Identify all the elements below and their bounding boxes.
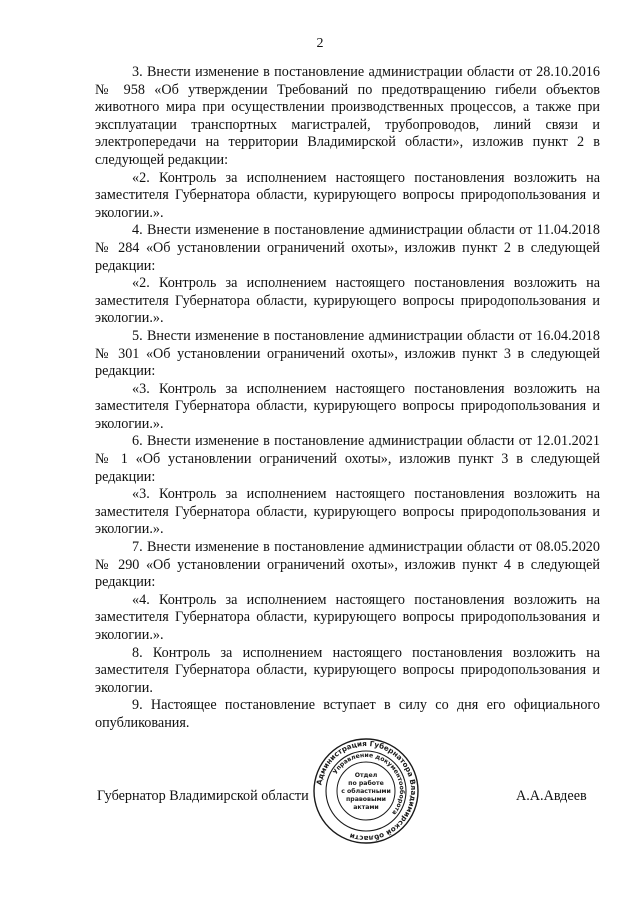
paragraph-4: 4. Внести изменение в постановление администрации области от 11.04.2018 № 284 «Об установлении ограничений охоты», изложив пункт 2 в следующей редакции: bbox=[95, 222, 600, 274]
signatory-position: Губернатор Владимирской области bbox=[97, 788, 309, 804]
stamp-center-line-4: правовыми bbox=[346, 796, 386, 803]
paragraph-6-quote: «3. Контроль за исполнением настоящего постановления возложить на заместителя Губернатора области, курирующего вопросы природопользования и экологии.». bbox=[95, 486, 600, 538]
stamp-center-line-1: Отдел bbox=[354, 772, 378, 779]
paragraph-3: 3. Внести изменение в постановление администрации области от 28.10.2016 № 958 «Об утверждении Требований по предотвращению гибели объектов животного мира при осуществлении производственных процессов, а также при эксплуатации транспортных магистралей, трубопроводов, линий связи и электропередачи на территории Владимирской области», изложив пункт 2 в следующей редакции: bbox=[95, 64, 600, 168]
paragraph-7-quote: «4. Контроль за исполнением настоящего постановления возложить на заместителя Губернатора области, курирующего вопросы природопользования и экологии.». bbox=[95, 591, 600, 643]
page-number: 2 bbox=[316, 36, 324, 51]
stamp-center-line-3: с областными bbox=[341, 788, 391, 795]
paragraph-6: 6. Внести изменение в постановление администрации области от 12.01.2021 № 1 «Об установлении ограничений охоты», изложив пункт 3 в следующей редакции: bbox=[95, 433, 600, 485]
paragraph-3-quote: «2. Контроль за исполнением настоящего постановления возложить на заместителя Губернатора области, курирующего вопросы природопользования и экологии.». bbox=[95, 169, 600, 221]
paragraph-5: 5. Внести изменение в постановление администрации области от 16.04.2018 № 301 «Об установлении ограничений охоты», изложив пункт 3 в следующей редакции: bbox=[95, 327, 600, 380]
paragraph-5-quote: «3. Контроль за исполнением настоящего постановления возложить на заместителя Губернатора области, курирующего вопросы природопользования и экологии.». bbox=[95, 380, 600, 432]
paragraph-8: 8. Контроль за исполнением настоящего постановления возложить на заместителя Губернатора области, курирующего вопросы природопользования и экологии. bbox=[95, 644, 600, 696]
paragraph-4-quote: «2. Контроль за исполнением настоящего постановления возложить на заместителя Губернатора области, курирующего вопросы природопользования и экологии.». bbox=[95, 275, 600, 327]
stamp-outer-text: Администрация Губернатора Владимирской области bbox=[314, 738, 419, 844]
paragraph-9: 9. Настоящее постановление вступает в силу со дня его официального опубликования. bbox=[95, 697, 600, 731]
stamp-center-line-5: актами bbox=[353, 804, 379, 811]
paragraph-7: 7. Внести изменение в постановление администрации области от 08.05.2020 № 290 «Об установлении ограничений охоты», изложив пункт 4 в следующей редакции: bbox=[95, 539, 600, 591]
stamp-center-line-2: по работе bbox=[348, 780, 384, 787]
stamp-ring-text: Управление документооборота bbox=[331, 751, 406, 817]
official-stamp-icon bbox=[312, 737, 420, 845]
document-body bbox=[95, 64, 600, 733]
signatory-name: А.А.Авдеев bbox=[516, 788, 587, 804]
